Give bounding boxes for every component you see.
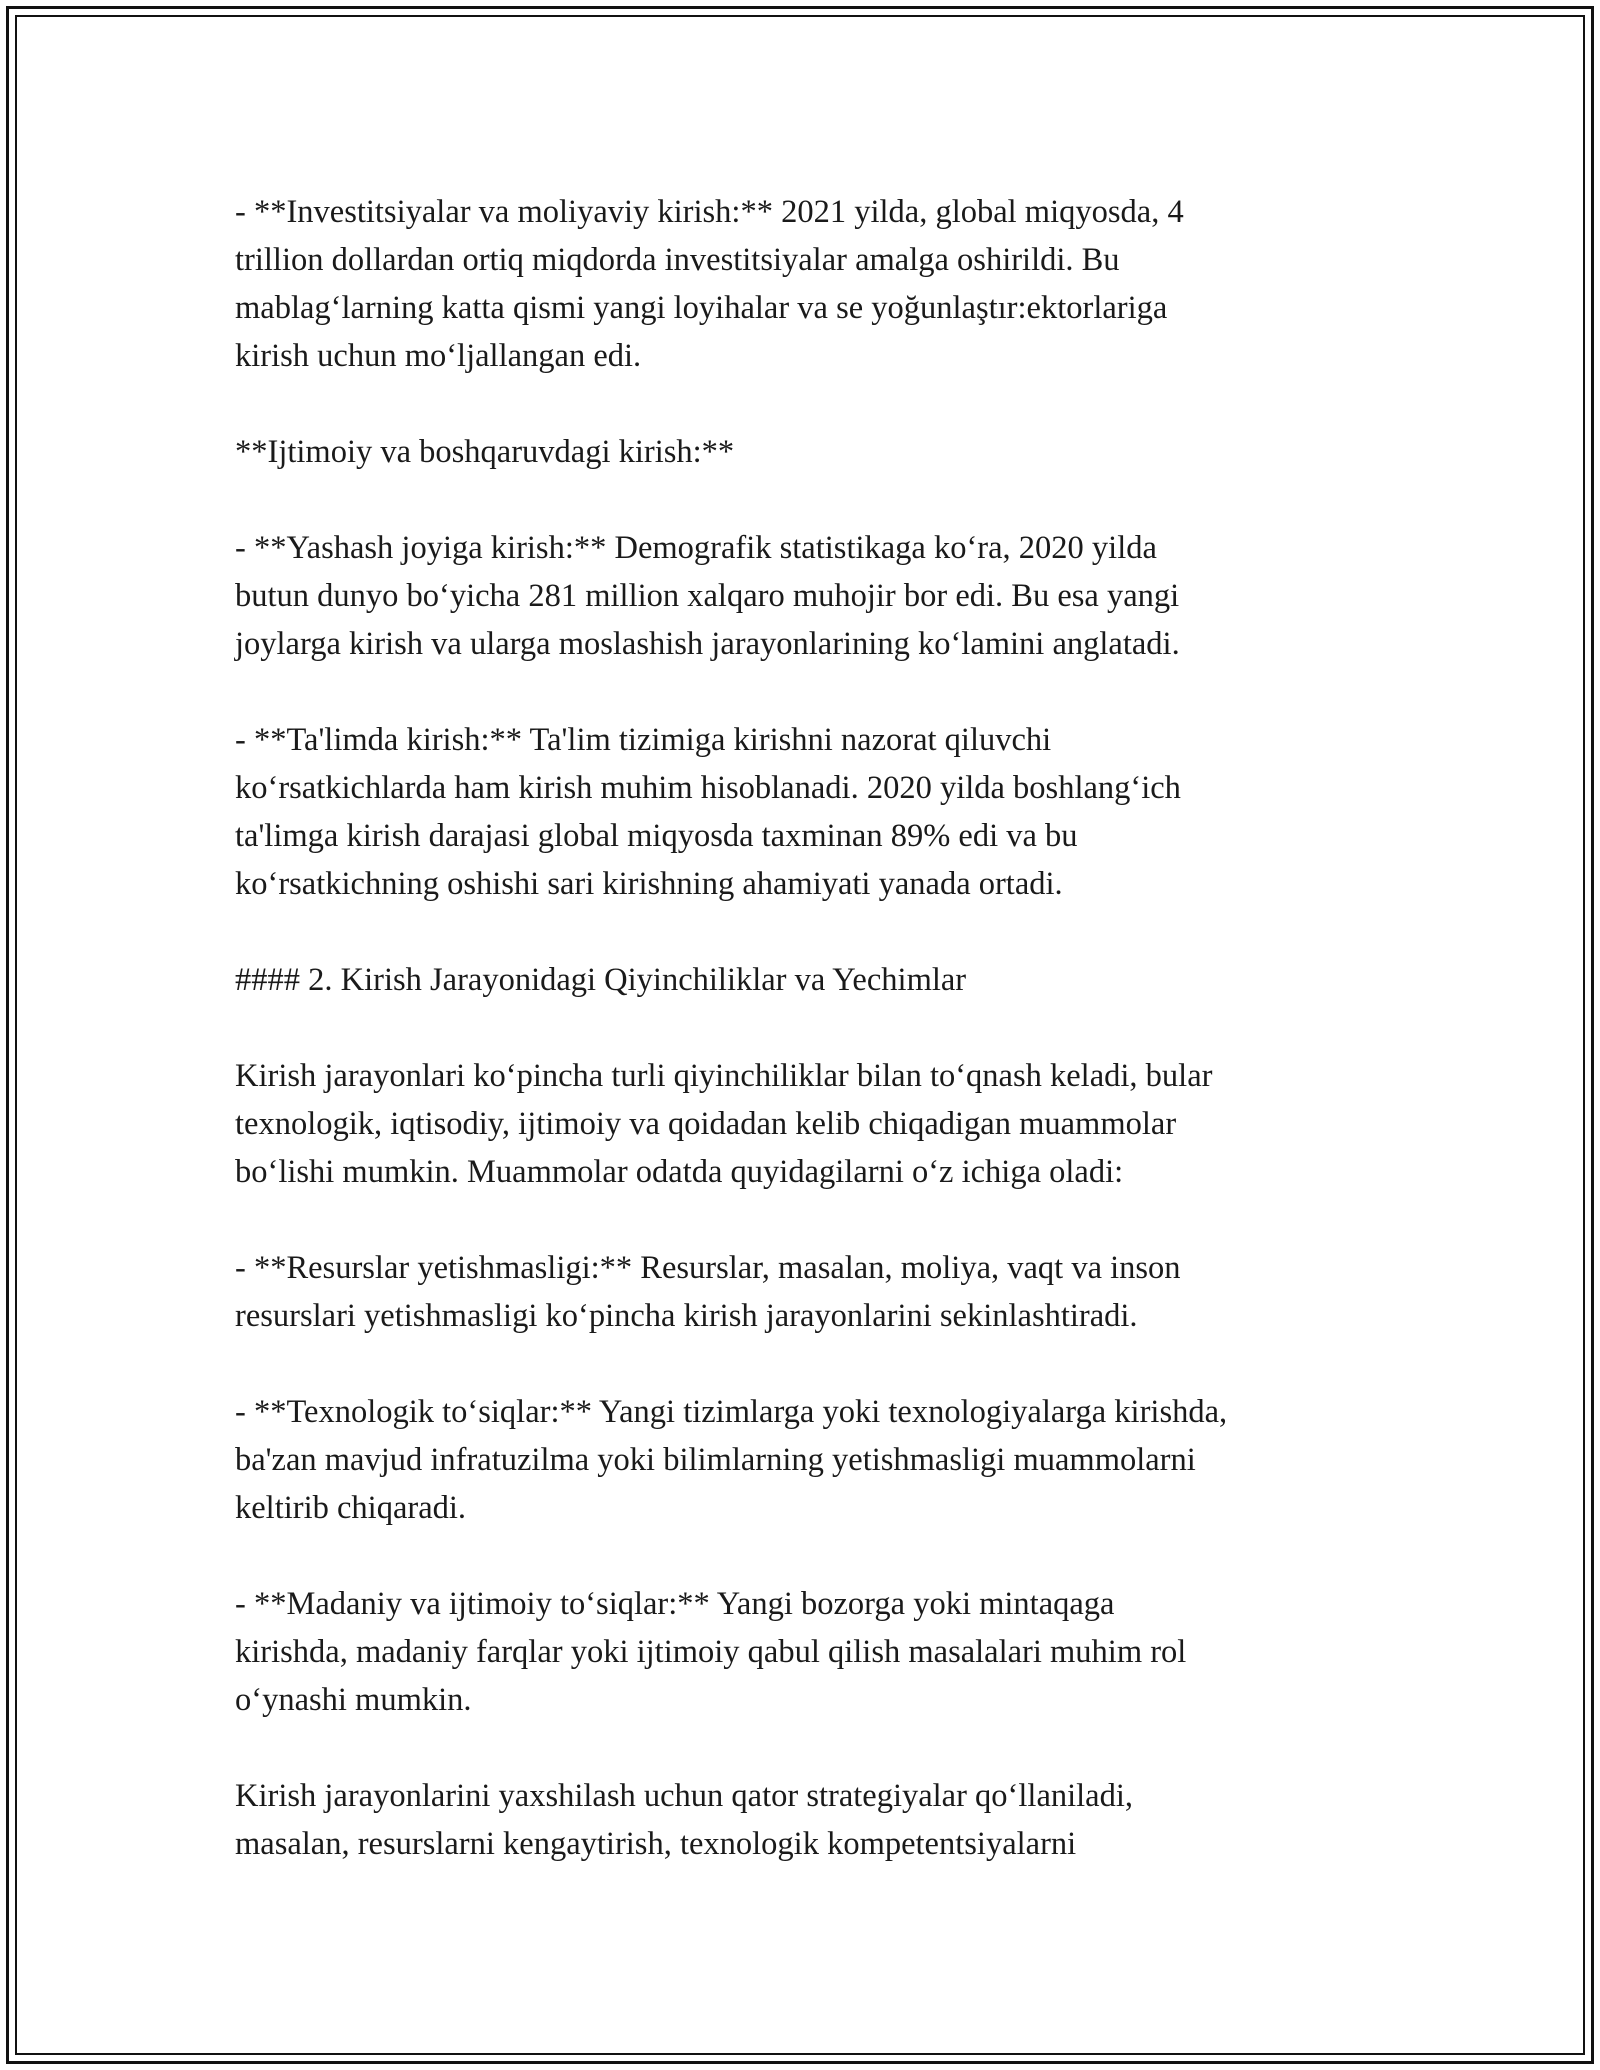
paragraph-education-access: - **Ta'limda kirish:** Ta'lim tizimiga kirishni nazorat qiluvchi ko‘rsatkichlarda ham kirish muhim hisoblanadi. 2020 yilda boshlang‘ich ta'limga kirish darajasi global miqyosda taxminan 89% edi va bu ko‘rsatkichning oshishi sari kirishning ahamiyati yanada ortadi. [235, 722, 1181, 902]
paragraph-cultural-barriers: - **Madaniy va ijtimoiy to‘siqlar:** Yangi bozorga yoki mintaqaga kirishda, madaniy farqlar yoki ijtimoiy qabul qilish masalalari muhim rol o‘ynashi mumkin. [235, 1586, 1187, 1718]
paragraph-social-governance-heading: **Ijtimoiy va boshqaruvdagi kirish:** [235, 434, 735, 470]
paragraph-technological-barriers: - **Texnologik to‘siqlar:** Yangi tizimlarga yoki texnologiyalarga kirishda, ba'zan mavjud infratuzilma yoki bilimlarning yetishmasligi muammolarni keltirib chiqaradi. [235, 1394, 1228, 1526]
section-heading-challenges: #### 2. Kirish Jarayonidagi Qiyinchiliklar va Yechimlar [235, 962, 967, 998]
paragraph-resource-shortage: - **Resurslar yetishmasligi:** Resurslar, masalan, moliya, vaqt va inson resurslari yetishmasligi ko‘pincha kirish jarayonlarini sekinlashtiradi. [235, 1250, 1181, 1334]
paragraph-investments: - **Investitsiyalar va moliyaviy kirish:** 2021 yilda, global miqyosda, 4 trillion dollardan ortiq miqdorda investitsiyalar amalga oshirildi. Bu mablag‘larning katta qismi yangi loyihalar va se yoğunlaştır:ektorlariga kirish uchun mo‘ljallangan edi. [235, 194, 1184, 374]
paragraph-residence-access: - **Yashash joyiga kirish:** Demografik statistikaga ko‘ra, 2020 yilda butun dunyo bo‘yicha 281 million xalqaro muhojir bor edi. Bu esa yangi joylarga kirish va ularga moslashish jarayonlarining ko‘lamini anglatadi. [235, 530, 1180, 662]
document-body [235, 188, 1385, 1916]
paragraph-improvement-strategies: Kirish jarayonlarini yaxshilash uchun qator strategiyalar qo‘llaniladi, masalan, resurslarni kengaytirish, texnologik kompetentsiyalarni [235, 1778, 1134, 1862]
paragraph-challenges-intro: Kirish jarayonlari ko‘pincha turli qiyinchiliklar bilan to‘qnash keladi, bular texnologik, iqtisodiy, ijtimoiy va qoidadan kelib chiqadigan muammolar bo‘lishi mumkin. Muammolar odatda quyidagilarni o‘z ichiga oladi: [235, 1058, 1213, 1190]
